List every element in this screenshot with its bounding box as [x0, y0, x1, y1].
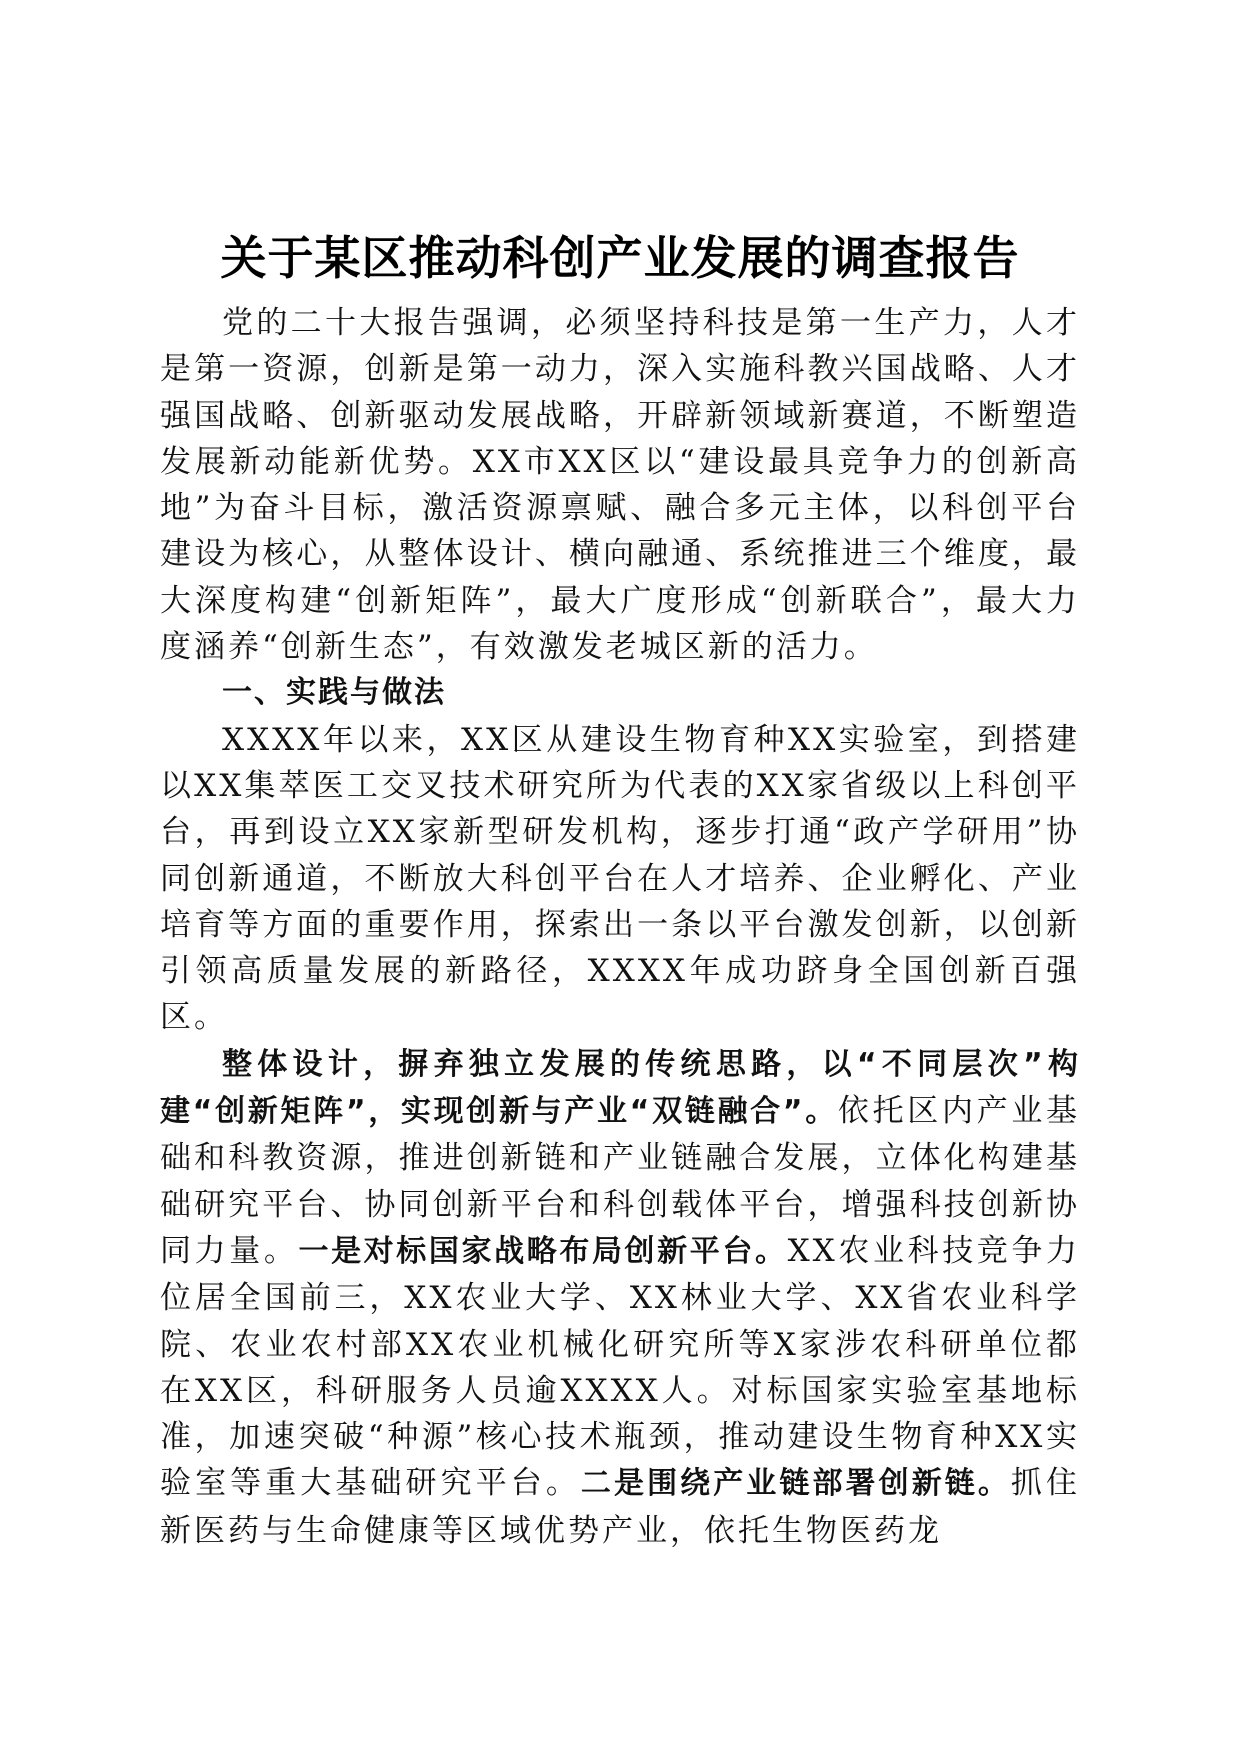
intro-paragraph: 党的二十大报告强调，必须坚持科技是第一生产力，人才是第一资源，创新是第一动力，深入实施科教兴国战略、人才强国战略、创新驱动发展战略，开辟新领域新赛道，不断塑造发展新动能新优势。XX市XX区以“建设最具竞争力的创新高地”为奋斗目标，激活资源禀赋、融合多元主体，以科创平台建设为核心，从整体设计、横向融通、系统推进三个维度，最大深度构建“创新矩阵”，最大广度形成“创新联合”，最大力度涵养“创新生态”，有效激发老城区新的活力。 — [160, 305, 1080, 666]
point-two-text: 抓住新医药与生命健康等区域优势产业，依托生物医药龙 — [160, 1465, 1080, 1549]
practice-paragraph: XXXX年以来，XX区从建设生物育种XX实验室，到搭建以XX集萃医工交叉技术研究所为代表的XX家省级以上科创平台，再到设立XX家新型研发机构，逐步打通“政产学研用”协同创新通道，不断放大科创平台在人才培养、企业孵化、产业培育等方面的重要作用，探索出一条以平台激发创新，以创新引领高质量发展的新路径，XXXX年成功跻身全国创新百强区。 — [160, 721, 1080, 1036]
point-one-heading: 一是对标国家战略布局创新平台。 — [298, 1233, 788, 1269]
section-heading: 一、实践与做法 — [222, 675, 446, 711]
point-one-text: XX农业科技竞争力位居全国前三，XX农业大学、XX林业大学、XX省农业科学院、农业农村部XX农业机械化研究所等X家涉农科研单位都在XX区，科研服务人员逾XXXX人。对标国家实验室基地标准，加速突破“种源”核心技术瓶颈，推动建设生物育种XX实验室等重大基础研究平台。 — [160, 1232, 1081, 1502]
document-body — [160, 300, 1080, 1554]
point-two-heading: 二是围绕产业链部署创新链。 — [580, 1466, 1011, 1502]
design-paragraph — [160, 1041, 1080, 1554]
design-lead-sentence: 整体设计，摒弃独立发展的传统思路，以“不同层次”构建“创新矩阵”，实现创新与产业“双链融合”。 — [160, 1046, 1080, 1130]
design-text: 依托区内产业基础和科教资源，推进创新链和产业链融合发展，立体化构建基础研究平台、协同创新平台和科创载体平台，增强科技创新协同力量。 — [160, 1093, 1081, 1269]
document-title: 关于某区推动科创产业发展的调查报告 — [220, 231, 1020, 285]
